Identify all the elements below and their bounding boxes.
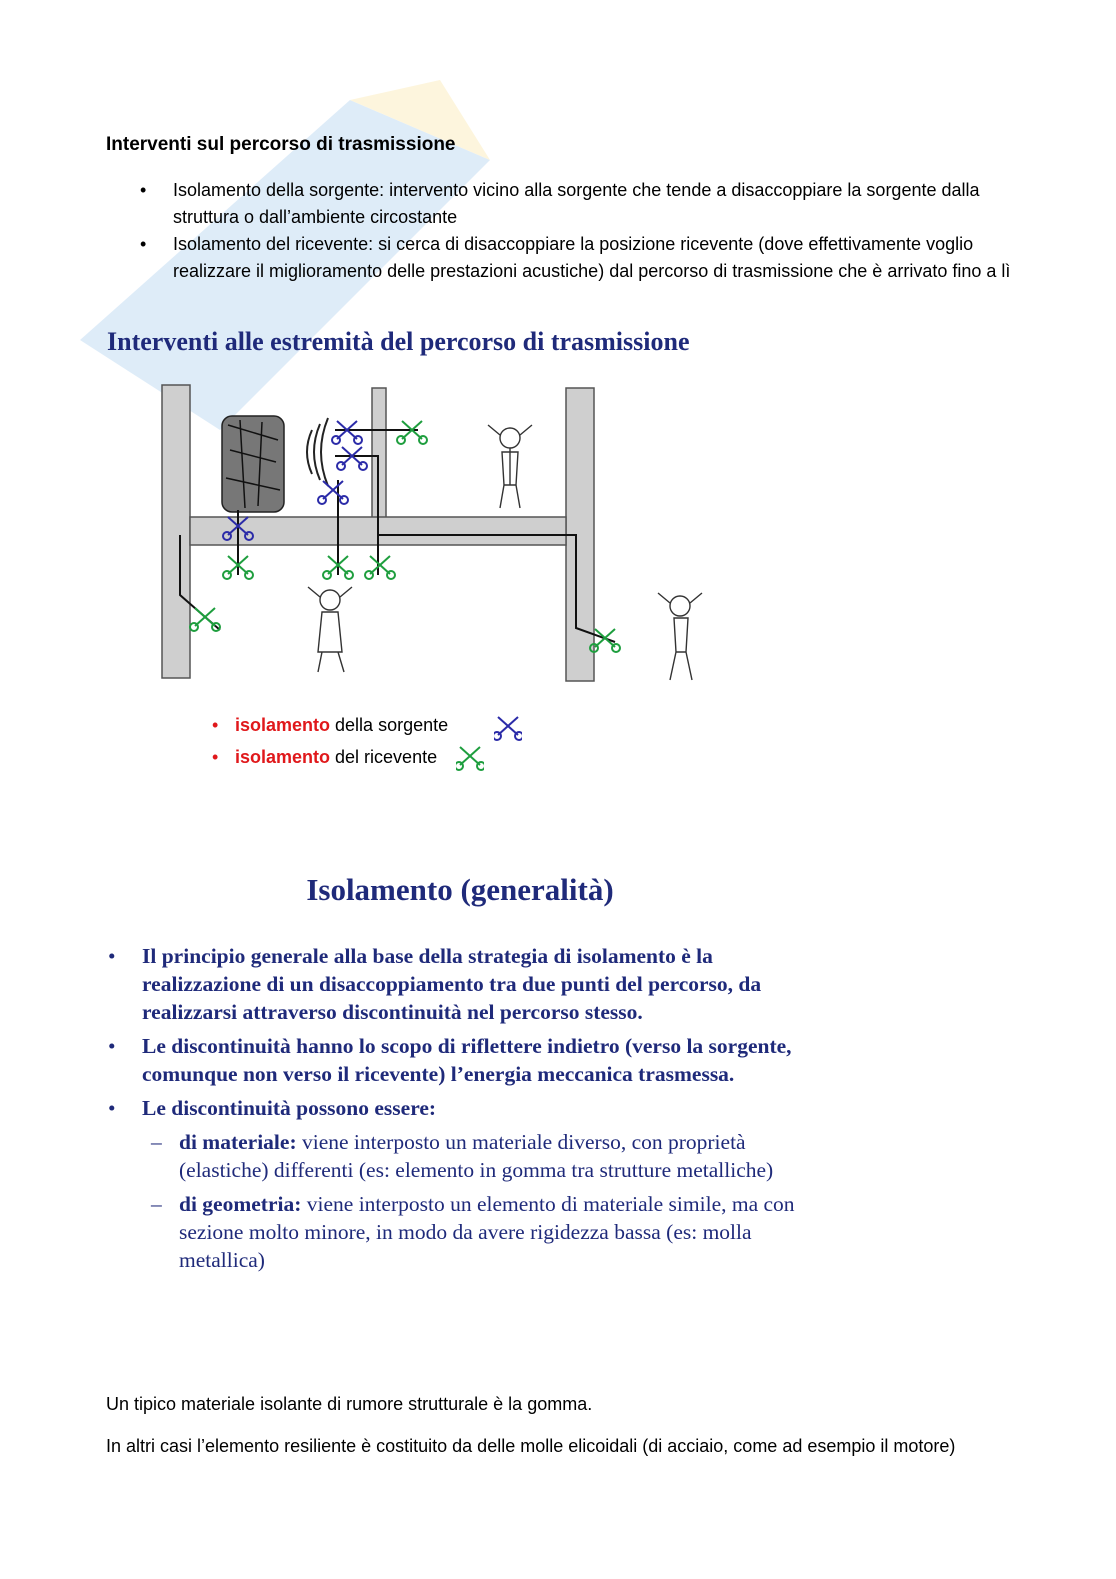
legend-receiver — [212, 741, 448, 773]
slide2-point: • Le discontinuità possono essere: — [108, 1094, 828, 1122]
subpoint-geometry-rest: viene interposto un elemento di materiale simile, ma con sezione molto minore, in modo da avere rigidezza bassa (es: molla metallica) — [179, 1192, 795, 1272]
green-scissors-icon — [456, 742, 484, 774]
person-figure — [308, 587, 352, 672]
section-title: Interventi sul percorso di trasmissione — [106, 134, 456, 155]
green-scissors — [365, 556, 395, 579]
transmission-path-diagram — [150, 380, 720, 690]
bullet-receiver-isolation: • Isolamento del ricevente: si cerca di disaccoppiare la posizione ricevente (dove effettivamente voglio realizzare il miglioramento delle prestazioni acustiche) dal percorso di trasmissione che è arrivato fino a lì — [140, 231, 1020, 285]
bullet-source-isolation: • Isolamento della sorgente: intervento vicino alla sorgente che tende a disaccoppiare la sorgente dalla struttura o dall’ambiente circostante — [140, 177, 1020, 231]
blue-scissors — [332, 421, 362, 444]
section-bullets — [140, 177, 1020, 285]
slide2-point: • Le discontinuità hanno lo scopo di riflettere indietro (verso la sorgente, comunque non verso il ricevente) l’energia meccanica trasmessa. — [108, 1032, 828, 1088]
subpoint-material-strong: di materiale: — [179, 1130, 297, 1154]
person-figure — [488, 425, 532, 508]
slide2-body — [108, 942, 828, 1280]
green-scissors — [397, 421, 427, 444]
legend-receiver-rest: del ricevente — [330, 747, 438, 767]
footer-line-2: In altri casi l’elemento resiliente è costituito da delle molle elicoidali (di acciaio, come ad esempio il motore) — [106, 1436, 956, 1456]
legend-receiver-strong: isolamento — [235, 747, 331, 767]
slide1-title: Interventi alle estremità del percorso di trasmissione — [107, 327, 690, 356]
slide2-title: Isolamento (generalità) — [306, 872, 614, 907]
sound-waves — [307, 418, 328, 486]
subpoint-material-rest: viene interposto un materiale diverso, con proprietà (elastiche) differenti (es: elemento in gomma tra strutture metalliche) — [179, 1130, 774, 1182]
slide2-subpoint-geometry — [108, 1190, 828, 1274]
blue-scissors — [337, 447, 367, 470]
blue-scissors-icon — [494, 712, 522, 744]
footer-line-1: Un tipico materiale isolante di rumore strutturale è la gomma. — [106, 1394, 593, 1414]
legend-source — [212, 709, 448, 741]
person-figure — [658, 593, 702, 680]
legend-source-rest: della sorgente — [330, 715, 449, 735]
subpoint-geometry-strong: di geometria: — [179, 1192, 302, 1216]
diagram-legend — [212, 709, 448, 773]
machine-source — [222, 416, 284, 512]
green-scissors — [190, 608, 220, 631]
blue-scissors — [318, 481, 348, 504]
slide2-point: • Il principio generale alla base della strategia di isolamento è la realizzazione di un disaccoppiamento tra due punti del percorso, da realizzarsi attraverso discontinuità nel percorso stesso. — [108, 942, 828, 1026]
slide2-subpoint-material — [108, 1128, 828, 1184]
legend-source-strong: isolamento — [235, 715, 331, 735]
